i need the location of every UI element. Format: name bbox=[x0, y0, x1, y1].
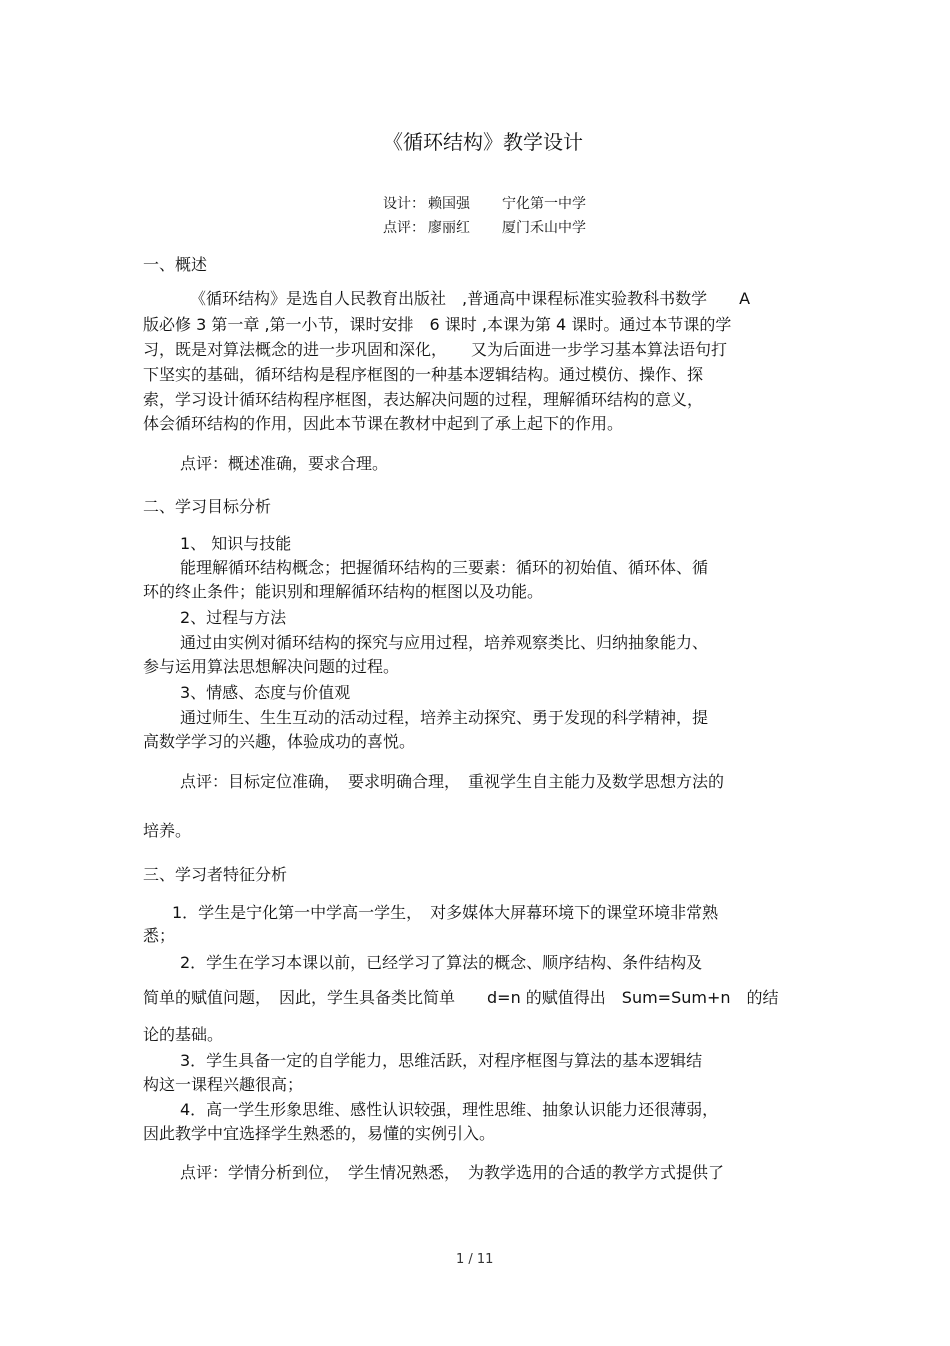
paragraph-line: 因此教学中宜选择学生熟悉的，易懂的实例引入。 bbox=[143, 1124, 496, 1143]
paragraph-line: 能理解循环结构概念；把握循环结构的三要素：循环的初始值、循环体、循 bbox=[180, 558, 709, 577]
paragraph-line: 高数学学习的兴趣，体验成功的喜悦。 bbox=[143, 732, 416, 751]
paragraph-line: 4．高一学生形象思维、感性认识较强，理性思维、抽象认识能力还很薄弱， bbox=[180, 1100, 719, 1119]
paragraph-line: 体会循环结构的作用，因此本节课在教材中起到了承上起下的作用。 bbox=[143, 414, 624, 433]
section-heading-learners: 三、学习者特征分析 bbox=[143, 865, 288, 884]
subheading: 2、过程与方法 bbox=[180, 608, 287, 627]
paragraph-line: 1．学生是宁化第一中学高一学生， 对多媒体大屏幕环境下的课堂环境非常熟 bbox=[172, 903, 719, 922]
paragraph-line: 通过由实例对循环结构的探究与应用过程，培养观察类比、归纳抽象能力、 bbox=[180, 633, 709, 652]
comment-line: 点评：概述准确，要求合理。 bbox=[180, 454, 389, 473]
paragraph-line: 论的基础。 bbox=[143, 1025, 224, 1044]
comment-line: 培养。 bbox=[143, 821, 192, 840]
comment-line: 点评：学情分析到位， 学生情况熟悉， 为教学选用的合适的教学方式提供了 bbox=[180, 1163, 725, 1182]
subheading: 1、 知识与技能 bbox=[180, 534, 292, 553]
paragraph-line: 2．学生在学习本课以前，已经学习了算法的概念、顺序结构、条件结构及 bbox=[180, 953, 703, 972]
reviewer-school: 厦门禾山中学 bbox=[502, 220, 586, 236]
paragraph-line: 索，学习设计循环结构程序框图，表达解决问题的过程，理解循环结构的意义， bbox=[143, 390, 704, 409]
subheading: 3、情感、态度与价值观 bbox=[180, 683, 351, 702]
page-number: 1 / 11 bbox=[456, 1252, 494, 1267]
paragraph-line: 悉； bbox=[143, 926, 176, 945]
paragraph-line: 《循环结构》是选自人民教育出版社 ,普通高中课程标准实验教科书数学 A bbox=[190, 289, 751, 308]
comment-line: 点评：目标定位准确， 要求明确合理， 重视学生自主能力及数学思想方法的 bbox=[180, 772, 725, 791]
document-title: 《循环结构》教学设计 bbox=[383, 130, 583, 154]
paragraph-line: 版必修 3 第一章 ,第一小节，课时安排 6 课时 ,本课为第 4 课时。通过本节课的学 bbox=[143, 315, 732, 334]
paragraph-line: 习，既是对算法概念的进一步巩固和深化， 又为后面进一步学习基本算法语句打 bbox=[143, 340, 728, 359]
paragraph-line: 环的终止条件；能识别和理解循环结构的框图以及功能。 bbox=[143, 582, 544, 601]
paragraph-line: 通过师生、生生互动的活动过程，培养主动探究、勇于发现的科学精神，提 bbox=[180, 708, 709, 727]
paragraph-line: 3．学生具备一定的自学能力，思维活跃，对程序框图与算法的基本逻辑结 bbox=[180, 1051, 703, 1070]
paragraph-line: 简单的赋值问题， 因此，学生具备类比简单 d=n 的赋值得出 Sum=Sum+n 的结 bbox=[143, 988, 779, 1007]
section-heading-overview: 一、概述 bbox=[143, 255, 208, 274]
reviewer-name: 廖丽红 bbox=[428, 220, 470, 236]
reviewer-label: 点评： bbox=[383, 220, 425, 236]
designer-label: 设计： bbox=[383, 196, 425, 212]
designer-name: 赖国强 bbox=[428, 196, 470, 212]
paragraph-line: 构这一课程兴趣很高； bbox=[143, 1075, 304, 1094]
paragraph-line: 下坚实的基础，循环结构是程序框图的一种基本逻辑结构。通过模仿、操作、探 bbox=[143, 365, 704, 384]
designer-school: 宁化第一中学 bbox=[502, 196, 586, 212]
paragraph-line: 参与运用算法思想解决问题的过程。 bbox=[143, 657, 400, 676]
section-heading-objectives: 二、学习目标分析 bbox=[143, 497, 272, 516]
